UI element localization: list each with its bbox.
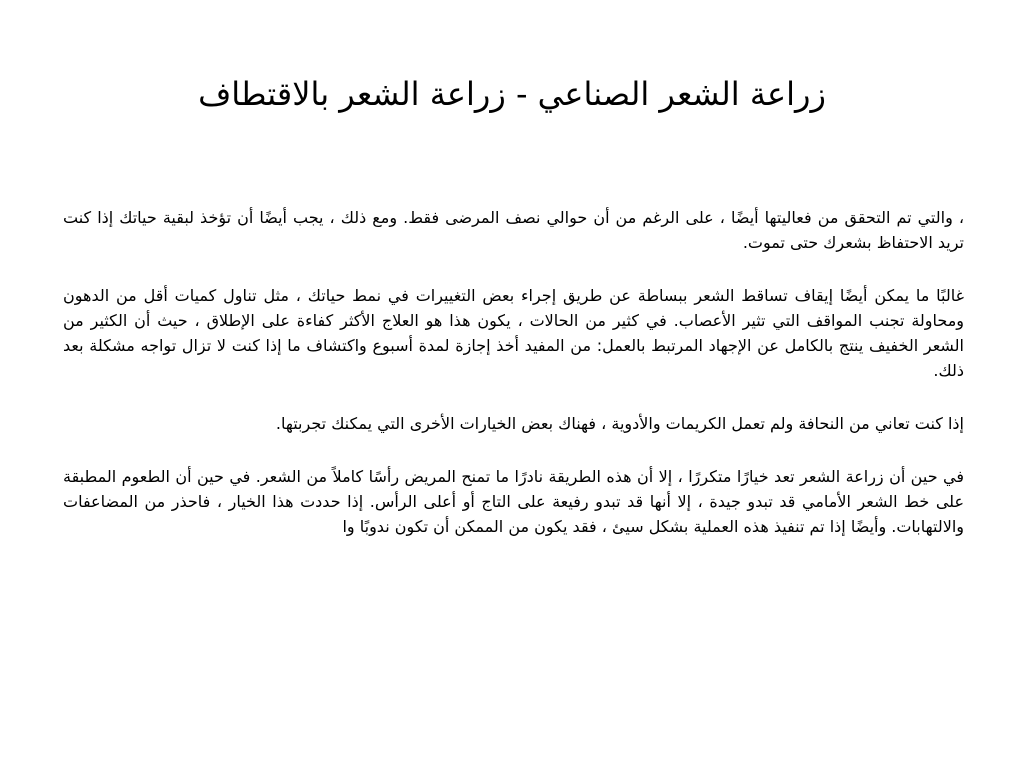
paragraph-3: إذا كنت تعاني من النحافة ولم تعمل الكريمات والأدوية ، فهناك بعض الخيارات الأخرى التي يمكنك تجربتها. xyxy=(275,414,964,433)
slide-title: زراعة الشعر الصناعي - زراعة الشعر بالاقتطاف xyxy=(198,75,826,113)
paragraph-4: في حين أن زراعة الشعر تعد خيارًا متكررًا ، إلا أن هذه الطريقة نادرًا ما تمنح المريض رأسًا كاملاً من الشعر. في حين أن الطعوم المطبقة على خط الشعر الأمامي قد تبدو جيدة ، إلا أنها قد تبدو رفيعة على التاج أو أعلى الرأس. إذا حددت هذا الخيار ، فاحذر من المضاعفات والالتهابات. وأيضًا إذا تم تنفيذ هذه العملية بشكل سيئ ، فقد يكون من الممكن أن تكون ندوبًا وا xyxy=(63,467,964,536)
paragraph-2: غالبًا ما يمكن أيضًا إيقاف تساقط الشعر ببساطة عن طريق إجراء بعض التغييرات في نمط حياتك ، مثل تناول كميات أقل من الدهون ومحاولة تجنب المواقف التي تثير الأعصاب. في كثير من الحالات ، يكون هذا هو العلاج الأكثر كفاءة على الإطلاق ، حيث أن الكثير من الشعر الخفيف ينتج بالكامل عن الإجهاد المرتبط بالعمل: من المفيد أخذ إجازة لمدة أسبوع واكتشاف ما إذا كنت لا تزال تواجه مشكلة بعد ذلك. xyxy=(63,286,964,380)
slide-body xyxy=(63,205,964,539)
paragraph-1: ، والتي تم التحقق من فعاليتها أيضًا ، على الرغم من أن حوالي نصف المرضى فقط. ومع ذلك ، يجب أيضًا أن تؤخذ لبقية حياتك إذا كنت تريد الاحتفاظ بشعرك حتى تموت. xyxy=(63,208,964,252)
